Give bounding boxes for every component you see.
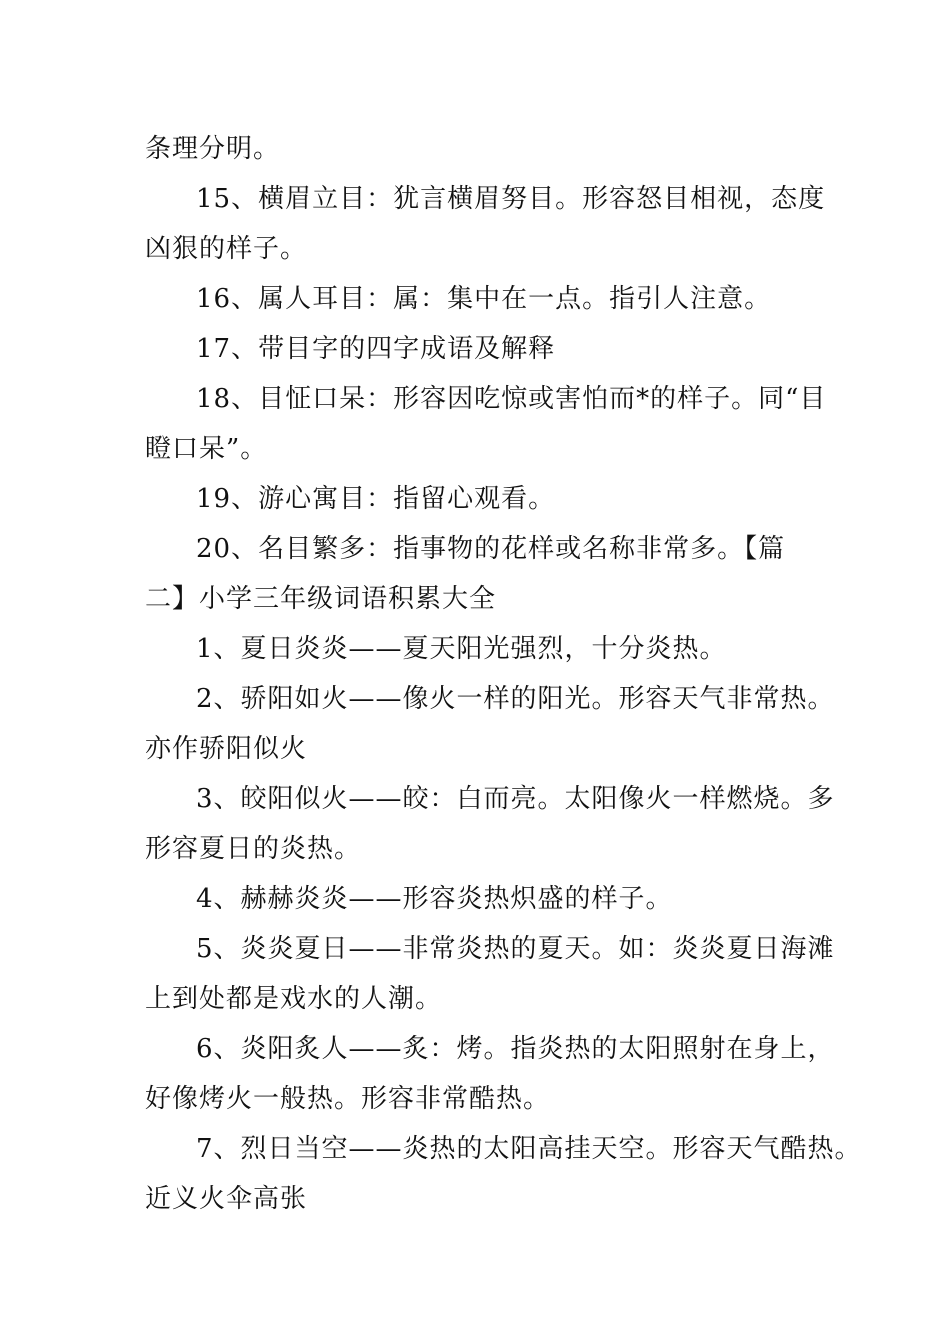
text-line: 好像烤火一般热。形容非常酷热。 [145,1084,551,1114]
text-line: 19、游心寓目：指留心观看。 [196,484,556,514]
text-line: 2、骄阳如火——像火一样的阳光。形容天气非常热。 [196,684,835,714]
text-line: 1、夏日炎炎——夏天阳光强烈，十分炎热。 [196,634,727,664]
text-line: 18、目怔口呆：形容因吃惊或害怕而*的样子。同“目 [196,384,827,414]
text-line: 条理分明。 [145,134,281,164]
text-line: 5、炎炎夏日——非常炎热的夏天。如：炎炎夏日海滩 [196,934,835,964]
text-line: 瞪口呆”。 [145,434,268,464]
text-line: 4、赫赫炎炎——形容炎热炽盛的样子。 [196,884,673,914]
text-line: 亦作骄阳似火 [145,734,308,764]
text-line: 上到处都是戏水的人潮。 [145,984,443,1014]
text-line: 形容夏日的炎热。 [145,834,362,864]
text-line: 7、烈日当空——炎热的太阳高挂天空。形容天气酷热。 [196,1134,862,1164]
text-line: 二】小学三年级词语积累大全 [145,584,497,614]
text-line: 16、属人耳目：属：集中在一点。指引人注意。 [196,284,772,314]
text-line: 17、带目字的四字成语及解释 [196,334,556,364]
text-line: 凶狠的样子。 [145,234,308,264]
text-line: 6、炎阳炙人——炙：烤。指炎热的太阳照射在身上， [196,1034,835,1064]
text-line: 3、皎阳似火——皎：白而亮。太阳像火一样燃烧。多 [196,784,835,814]
text-line: 近义火伞高张 [145,1184,308,1214]
text-line: 20、名目繁多：指事物的花样或名称非常多。【篇 [196,534,786,564]
text-line: 15、横眉立目：犹言横眉努目。形容怒目相视，态度 [196,184,826,214]
